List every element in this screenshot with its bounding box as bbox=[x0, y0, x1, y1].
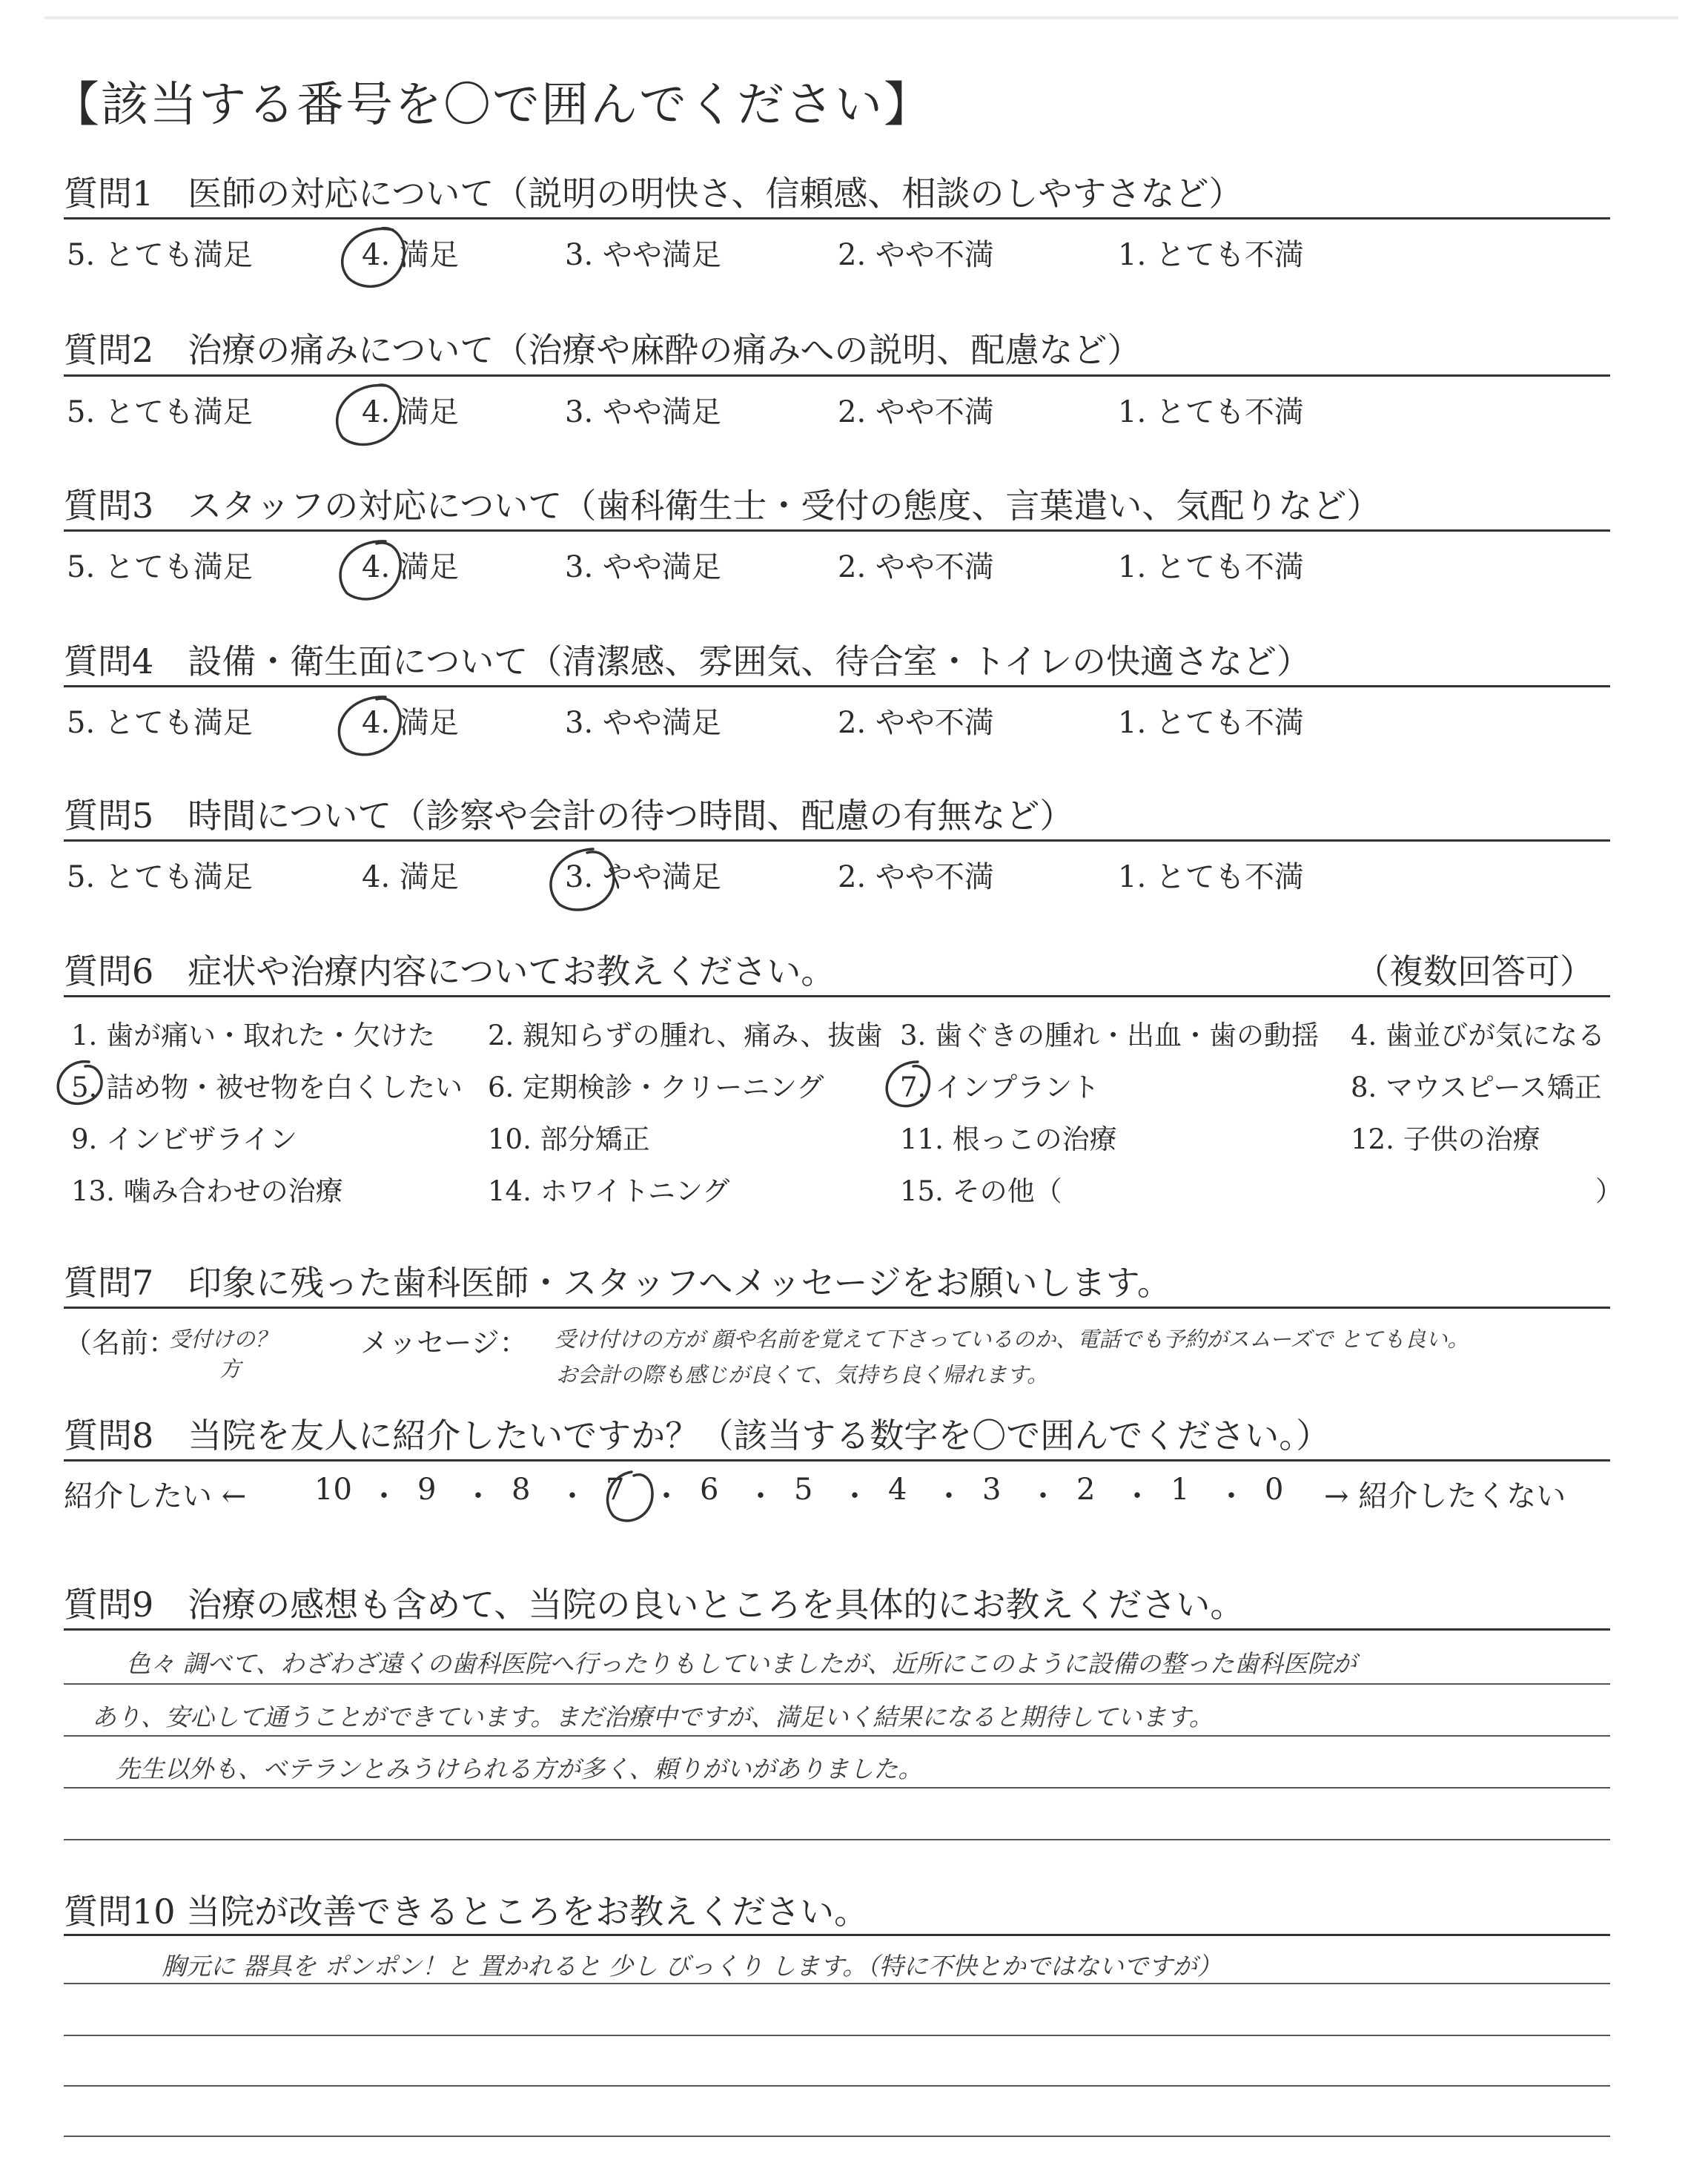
q6-item5-selection-circle bbox=[58, 1062, 102, 1104]
q5-option-4[interactable]: 4. 満足 bbox=[362, 860, 459, 894]
q8-right-label: → 紹介したくない bbox=[1324, 1479, 1566, 1513]
q5-selection-circle bbox=[551, 849, 614, 910]
q4-option-5[interactable]: 5. とても満足 bbox=[67, 706, 253, 740]
q8-scale-5[interactable]: 5 bbox=[794, 1473, 813, 1507]
question-6-note: （複数回答可） bbox=[1355, 951, 1594, 991]
q3-option-1[interactable]: 1. とても不満 bbox=[1118, 550, 1304, 584]
q8-scale-4[interactable]: 4 bbox=[888, 1473, 907, 1507]
q8-scale-3[interactable]: 3 bbox=[982, 1473, 1002, 1507]
q6-item-6[interactable]: 6. 定期検診・クリーニング bbox=[488, 1071, 824, 1103]
q7-message-label: メッセージ： bbox=[360, 1327, 528, 1359]
q5-option-3[interactable]: 3. やや満足 bbox=[565, 860, 721, 894]
q7-message-line2[interactable]: お会計の際も感じが良くて、気持ち良く帰れます。 bbox=[556, 1362, 1049, 1387]
q6-item-5[interactable]: 5. 詰め物・被せ物を白くしたい bbox=[71, 1071, 463, 1103]
q7-name-value-line2[interactable]: 方 bbox=[219, 1356, 242, 1381]
q1-option-3[interactable]: 3. やや満足 bbox=[565, 238, 721, 272]
q7-name-label: （名前： bbox=[64, 1327, 177, 1359]
q2-option-1[interactable]: 1. とても不満 bbox=[1118, 395, 1304, 429]
q8-scale-8[interactable]: 8 bbox=[512, 1473, 531, 1507]
q6-item-15-close-paren: ） bbox=[1595, 1175, 1623, 1207]
q4-selection-circle bbox=[339, 697, 400, 755]
q8-scale-1[interactable]: 1 bbox=[1171, 1473, 1190, 1507]
q2-option-2[interactable]: 2. やや不満 bbox=[838, 395, 994, 429]
q8-scale-separator: ・ bbox=[840, 1479, 870, 1513]
question-5-title: 質問5 時間について（診察や会計の待つ時間、配慮の有無など） bbox=[64, 796, 1074, 836]
q8-scale-separator: ・ bbox=[1028, 1479, 1058, 1513]
q1-option-2[interactable]: 2. やや不満 bbox=[838, 238, 994, 272]
q8-scale-separator: ・ bbox=[1217, 1479, 1246, 1513]
question-2-title: 質問2 治療の痛みについて（治療や麻酔の痛みへの説明、配慮など） bbox=[64, 330, 1142, 370]
q2-option-4[interactable]: 4. 満足 bbox=[362, 395, 459, 429]
q3-option-5[interactable]: 5. とても満足 bbox=[67, 550, 253, 584]
q6-item-13[interactable]: 13. 噛み合わせの治療 bbox=[71, 1175, 343, 1207]
question-4-title: 質問4 設備・衛生面について（清潔感、雰囲気、待合室・トイレの快適さなど） bbox=[64, 641, 1311, 681]
q1-option-5[interactable]: 5. とても満足 bbox=[67, 238, 253, 272]
q5-option-2[interactable]: 2. やや不満 bbox=[838, 860, 994, 894]
q6-item-9[interactable]: 9. インビザライン bbox=[71, 1123, 297, 1155]
q3-option-2[interactable]: 2. やや不満 bbox=[838, 550, 994, 584]
q8-scale-separator: ・ bbox=[369, 1479, 399, 1513]
q4-option-1[interactable]: 1. とても不満 bbox=[1118, 706, 1304, 740]
form-title: 【該当する番号を〇で囲んでください】 bbox=[52, 78, 933, 133]
q8-scale-separator: ・ bbox=[746, 1479, 775, 1513]
q8-scale-2[interactable]: 2 bbox=[1076, 1473, 1096, 1507]
q6-item-4[interactable]: 4. 歯並びが気になる bbox=[1351, 1020, 1606, 1051]
q8-scale-0[interactable]: 0 bbox=[1265, 1473, 1284, 1507]
q6-item-3[interactable]: 3. 歯ぐきの腫れ・出血・歯の動揺 bbox=[900, 1020, 1320, 1051]
question-7-title: 質問7 印象に残った歯科医師・スタッフへメッセージをお願いします。 bbox=[64, 1263, 1171, 1303]
q8-scale-7[interactable]: 7 bbox=[606, 1473, 625, 1507]
q2-selection-circle bbox=[337, 385, 401, 444]
q7-message-line1[interactable]: 受け付けの方が 顔や名前を覚えて下さっているのか、電話でも予約がスムーズで とても良い。 bbox=[555, 1327, 1469, 1352]
q6-item-12[interactable]: 12. 子供の治療 bbox=[1351, 1123, 1540, 1155]
q5-option-1[interactable]: 1. とても不満 bbox=[1118, 860, 1304, 894]
q8-scale-9[interactable]: 9 bbox=[417, 1473, 437, 1507]
question-3-title: 質問3 スタッフの対応について（歯科衛生士・受付の態度、言葉遣い、気配りなど） bbox=[64, 486, 1381, 526]
question-6-title: 質問6 症状や治療内容についてお教えください。 bbox=[64, 951, 835, 991]
q6-item-11[interactable]: 11. 根っこの治療 bbox=[900, 1123, 1117, 1155]
q9-answer-text-2[interactable]: あり、安心して通うことができています。まだ治療中ですが、満足いく結果になると期待しています。 bbox=[92, 1702, 1214, 1731]
q3-option-3[interactable]: 3. やや満足 bbox=[565, 550, 721, 584]
q8-left-label: 紹介したい ← bbox=[64, 1479, 247, 1513]
q3-option-4[interactable]: 4. 満足 bbox=[362, 550, 459, 584]
q8-scale-10[interactable]: 10 bbox=[314, 1473, 352, 1507]
q3-selection-circle bbox=[340, 541, 400, 599]
q8-scale-separator: ・ bbox=[934, 1479, 964, 1513]
q7-name-value-line1[interactable]: 受付けの？ bbox=[169, 1327, 277, 1352]
q1-option-4[interactable]: 4. 満足 bbox=[362, 238, 459, 272]
q6-item-14[interactable]: 14. ホワイトニング bbox=[488, 1175, 730, 1207]
q6-item-10[interactable]: 10. 部分矯正 bbox=[488, 1123, 650, 1155]
q6-item7-selection-circle bbox=[887, 1062, 929, 1106]
q6-item-7[interactable]: 7. インプラント bbox=[900, 1071, 1100, 1103]
q4-option-4[interactable]: 4. 満足 bbox=[362, 706, 459, 740]
q1-selection-circle bbox=[342, 228, 405, 287]
q8-scale-6[interactable]: 6 bbox=[700, 1473, 719, 1507]
q2-option-3[interactable]: 3. やや満足 bbox=[565, 395, 721, 429]
q8-scale-separator: ・ bbox=[557, 1479, 587, 1513]
q4-option-2[interactable]: 2. やや不満 bbox=[838, 706, 994, 740]
q2-option-5[interactable]: 5. とても満足 bbox=[67, 395, 253, 429]
q8-scale-separator: ・ bbox=[1122, 1479, 1152, 1513]
q9-answer-text-3[interactable]: 先生以外も、ベテランとみうけられる方が多く、頼りがいがありました。 bbox=[116, 1754, 923, 1783]
q4-option-3[interactable]: 3. やや満足 bbox=[565, 706, 721, 740]
q8-selection-circle bbox=[608, 1472, 652, 1521]
q9-answer-text-1[interactable]: 色々 調べて、わざわざ遠くの歯科医院へ行ったりもしていましたが、近所にこのように設備の整った歯科医院が bbox=[126, 1649, 1357, 1678]
question-8-title: 質問8 当院を友人に紹介したいですか？（該当する数字を〇で囲んでください。） bbox=[64, 1416, 1331, 1456]
q6-item-1[interactable]: 1. 歯が痛い・取れた・欠けた bbox=[71, 1020, 436, 1051]
question-10-title: 質問10 当院が改善できるところをお教えください。 bbox=[64, 1892, 869, 1932]
q1-option-1[interactable]: 1. とても不満 bbox=[1118, 238, 1304, 272]
q6-item-8[interactable]: 8. マウスピース矯正 bbox=[1351, 1071, 1602, 1103]
q8-scale-separator: ・ bbox=[463, 1479, 493, 1513]
q6-item-15[interactable]: 15. その他（ bbox=[900, 1175, 1062, 1207]
q5-option-5[interactable]: 5. とても満足 bbox=[67, 860, 253, 894]
q10-answer-text-1[interactable]: 胸元に 器具を ポンポン！と 置かれると 少し びっくり します。（特に不快とかではないですが） bbox=[162, 1952, 1222, 1981]
question-9-title: 質問9 治療の感想も含めて、当院の良いところを具体的にお教えください。 bbox=[64, 1585, 1245, 1625]
q6-item-2[interactable]: 2. 親知らずの腫れ、痛み、抜歯 bbox=[488, 1020, 883, 1051]
q8-scale-separator: ・ bbox=[652, 1479, 681, 1513]
question-1-title: 質問1 医師の対応について（説明の明快さ、信頼感、相談のしやすさなど） bbox=[64, 174, 1243, 214]
